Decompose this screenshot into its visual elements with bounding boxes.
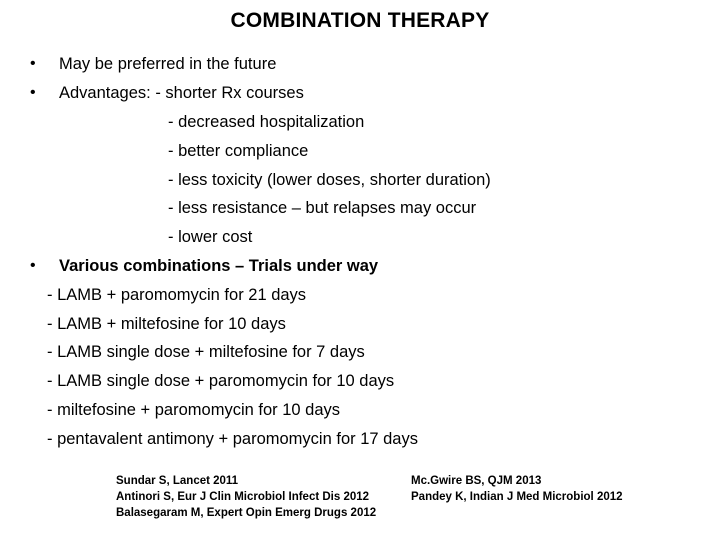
- bullet-text-2: Advantages: - shorter Rx courses: [59, 84, 304, 102]
- bullet-text-1: May be preferred in the future: [59, 55, 277, 73]
- advantage-item: - decreased hospitalization: [168, 113, 365, 131]
- bullet-text-3: Various combinations – Trials under way: [59, 257, 379, 275]
- advantage-item: - better compliance: [168, 142, 309, 160]
- advantage-item: - less toxicity (lower doses, shorter duration): [168, 171, 491, 189]
- combination-item: - miltefosine + paromomycin for 10 days: [47, 401, 340, 419]
- combination-item: - LAMB single dose + miltefosine for 7 days: [47, 343, 365, 361]
- combination-item: - LAMB single dose + paromomycin for 10 days: [47, 372, 395, 390]
- reference-left: Balasegaram M, Expert Opin Emerg Drugs 2012: [116, 507, 377, 519]
- combination-item: - pentavalent antimony + paromomycin for 17 days: [47, 430, 418, 448]
- reference-left: Sundar S, Lancet 2011: [116, 475, 239, 487]
- slide-title: COMBINATION THERAPY: [230, 9, 490, 32]
- combination-item: - LAMB + paromomycin for 21 days: [47, 286, 307, 304]
- combination-item: - LAMB + miltefosine for 10 days: [47, 315, 286, 333]
- bullet-dot-1: •: [30, 55, 36, 72]
- advantage-item: - less resistance – but relapses may occur: [168, 199, 477, 217]
- reference-right: Pandey K, Indian J Med Microbiol 2012: [411, 491, 623, 503]
- advantage-item: - lower cost: [168, 228, 253, 246]
- bullet-dot-2: •: [30, 84, 36, 101]
- reference-left: Antinori S, Eur J Clin Microbiol Infect Dis 2012: [116, 491, 370, 503]
- reference-right: Mc.Gwire BS, QJM 2013: [411, 475, 542, 487]
- bullet-dot-3: •: [30, 257, 36, 274]
